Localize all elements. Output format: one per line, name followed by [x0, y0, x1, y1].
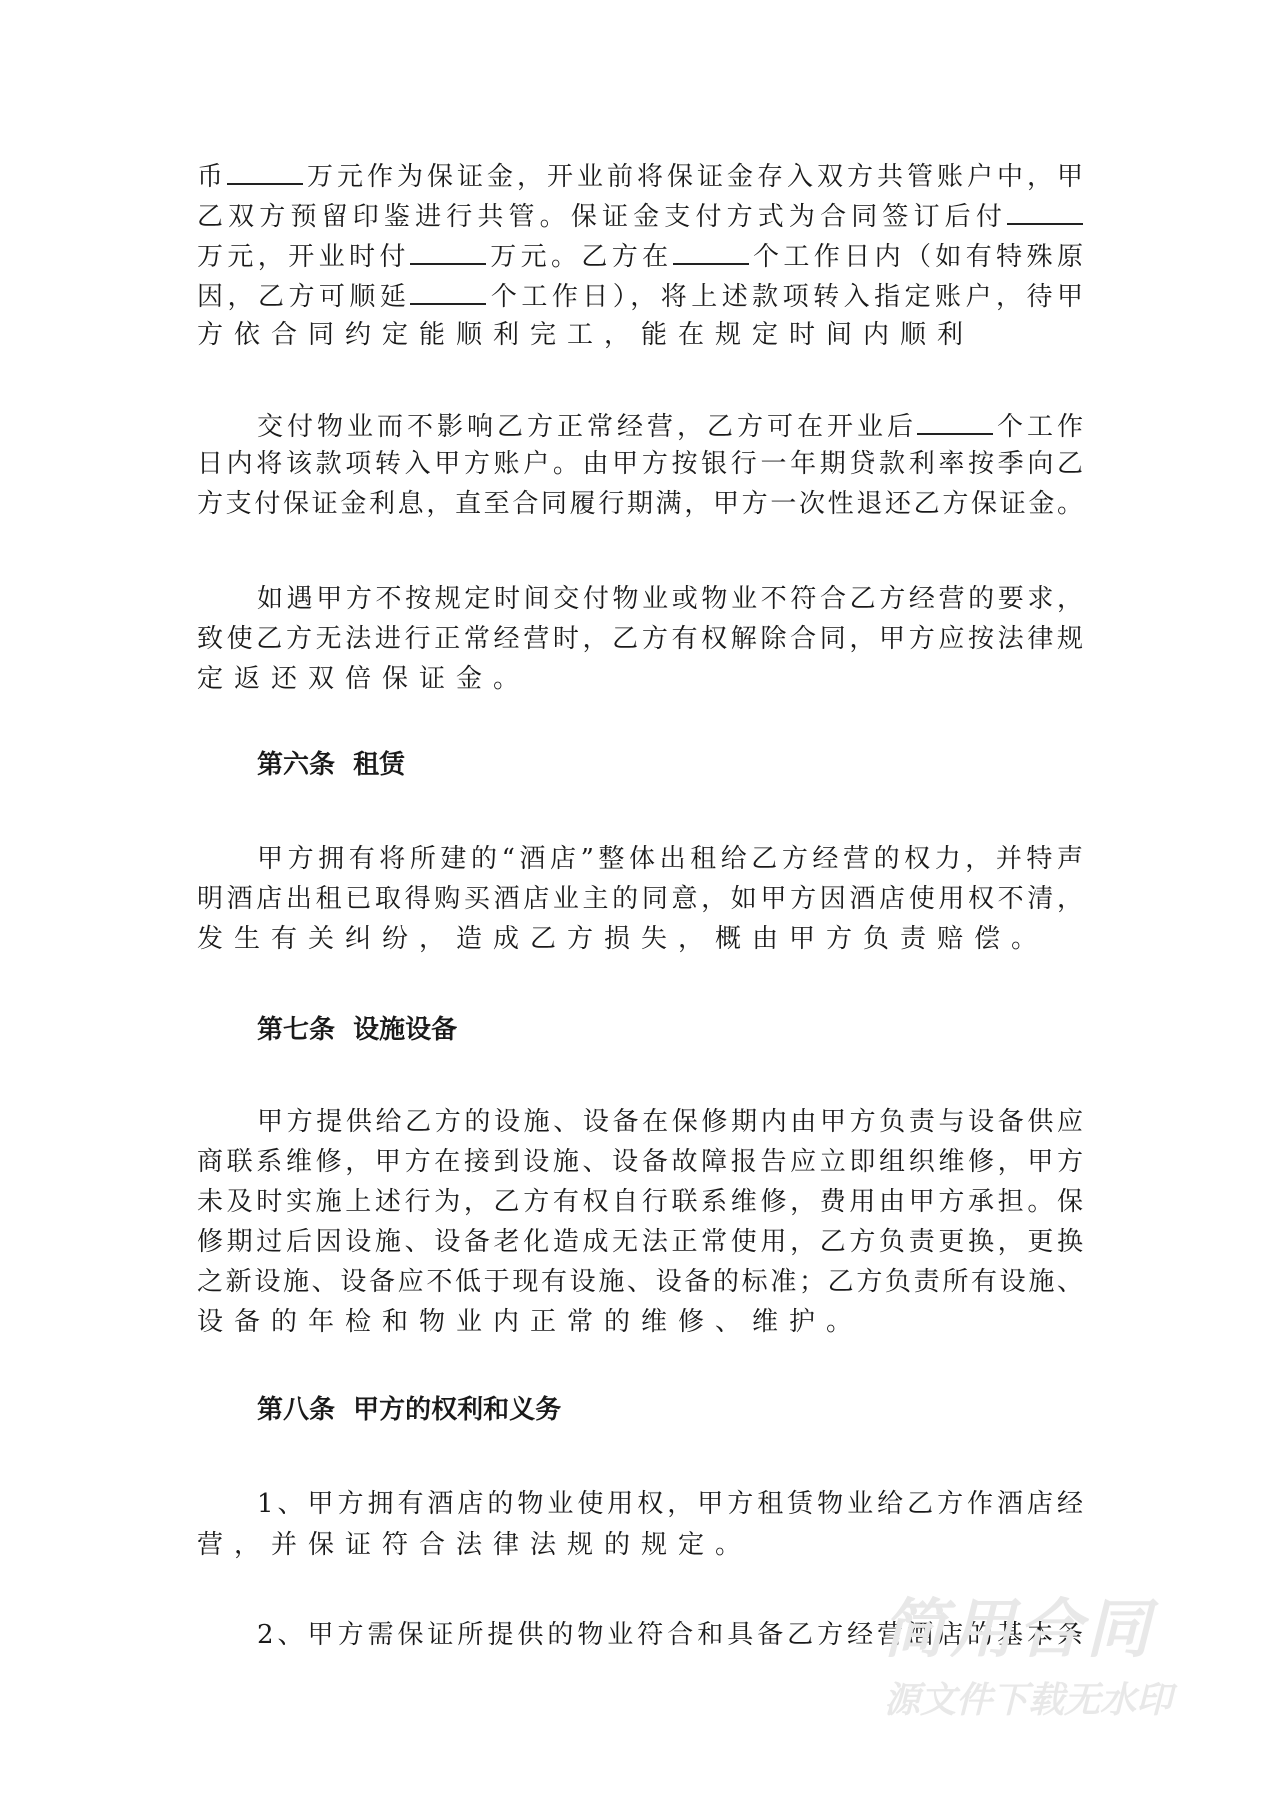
paragraph-line: 币 万元作为保证金，开业前将保证金存入双方共管账户中，甲 [197, 155, 1083, 195]
paragraph-line: 明酒店出租已取得购买酒店业主的同意，如甲方因酒店使用权不清， [197, 884, 1083, 914]
fill-blank[interactable] [410, 235, 486, 265]
list-item-line: 营，并保证符合法律法规的规定。 [197, 1530, 753, 1560]
fill-blank[interactable] [917, 405, 993, 435]
paragraph-line: 万元，开业时付 万元。乙方在 个工作日内（如有特殊原 [197, 235, 1083, 275]
fill-blank[interactable] [227, 155, 303, 185]
paragraph-line: 商联系维修，甲方在接到设施、设备故障报告应立即组织维修，甲方 [197, 1147, 1083, 1177]
paragraph-line: 甲方拥有将所建的“酒店”整体出租给乙方经营的权力，并特声 [257, 844, 1083, 874]
watermark-subtitle: 源文件下载无水印 [884, 1680, 1173, 1721]
paragraph-line: 发生有关纠纷，造成乙方损失，概由甲方负责赔偿。 [197, 924, 1049, 954]
paragraph-line: 未及时实施上述行为，乙方有权自行联系维修，费用由甲方承担。保 [197, 1187, 1083, 1217]
list-item-line: 1、甲方拥有酒店的物业使用权，甲方租赁物业给乙方作酒店经 [257, 1489, 1083, 1519]
paragraph-line: 之新设施、设备应不低于现有设施、设备的标准；乙方负责所有设施、 [197, 1267, 1083, 1297]
paragraph-line: 致使乙方无法进行正常经营时，乙方有权解除合同，甲方应按法律规 [197, 624, 1083, 654]
paragraph-line: 甲方提供给乙方的设施、设备在保修期内由甲方负责与设备供应 [257, 1107, 1083, 1137]
paragraph-line: 设备的年检和物业内正常的维修、维护。 [197, 1307, 864, 1337]
fill-blank[interactable] [673, 235, 749, 265]
paragraph-line: 如遇甲方不按规定时间交付物业或物业不符合乙方经营的要求， [257, 584, 1083, 614]
paragraph-line: 交付物业而不影响乙方正常经营，乙方可在开业后 个工作 [257, 405, 1083, 445]
watermark-title: 简用合同 [882, 1593, 1154, 1667]
list-item-line: 2、甲方需保证所提供的物业符合和具备乙方经营酒店的基本条 [257, 1620, 1083, 1650]
paragraph-line: 日内将该款项转入甲方账户。由甲方按银行一年期贷款利率按季向乙 [197, 449, 1083, 479]
fill-blank[interactable] [1007, 195, 1083, 225]
paragraph-line: 乙双方预留印鉴进行共管。保证金支付方式为合同签订后付 [197, 195, 1083, 235]
paragraph-line: 修期过后因设施、设备老化造成无法正常使用，乙方负责更换，更换 [197, 1227, 1083, 1257]
fill-blank[interactable] [410, 275, 486, 305]
article-6-heading: 第六条 租赁 [257, 750, 406, 780]
paragraph-line: 方支付保证金利息，直至合同履行期满，甲方一次性退还乙方保证金。 [197, 489, 1083, 519]
paragraph-line: 方依合同约定能顺利完工，能在规定时间内顺利 [197, 320, 975, 350]
article-7-heading: 第七条 设施设备 [257, 1015, 458, 1045]
paragraph-line: 定返还双倍保证金。 [197, 664, 531, 694]
paragraph-line: 因，乙方可顺延 个工作日），将上述款项转入指定账户，待甲 [197, 275, 1083, 315]
article-8-heading: 第八条 甲方的权利和义务 [257, 1395, 562, 1425]
